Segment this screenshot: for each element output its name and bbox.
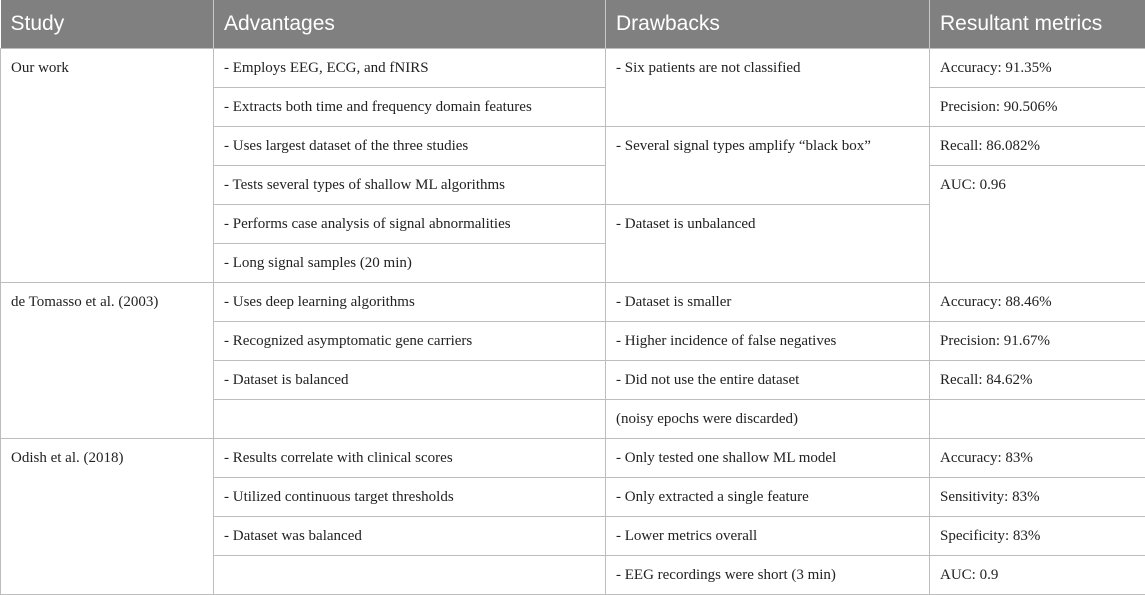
drawback-cell: - Only tested one shallow ML model: [606, 438, 930, 477]
metric-cell: Precision: 90.506%: [930, 87, 1145, 126]
header-row: [1, 0, 1145, 48]
drawback-cell: (noisy epochs were discarded): [606, 399, 930, 438]
advantage-cell: - Dataset is balanced: [214, 360, 606, 399]
advantage-cell: - Extracts both time and frequency domain features: [214, 87, 606, 126]
header-advantages: Advantages: [214, 0, 606, 48]
advantage-cell: - Dataset was balanced: [214, 516, 606, 555]
drawback-cell: - Dataset is unbalanced: [606, 204, 930, 282]
metric-cell: [930, 399, 1145, 438]
header-drawbacks: Drawbacks: [606, 0, 930, 48]
metric-cell: Recall: 84.62%: [930, 360, 1145, 399]
study-cell: Our work: [1, 48, 214, 282]
drawback-cell: - Higher incidence of false negatives: [606, 321, 930, 360]
metric-cell: Accuracy: 88.46%: [930, 282, 1145, 321]
drawback-cell: - Did not use the entire dataset: [606, 360, 930, 399]
header-study: Study: [1, 0, 214, 48]
advantage-cell: [214, 555, 606, 594]
advantage-cell: - Results correlate with clinical scores: [214, 438, 606, 477]
advantage-cell: - Uses deep learning algorithms: [214, 282, 606, 321]
advantage-cell: - Utilized continuous target thresholds: [214, 477, 606, 516]
header-metrics: Resultant metrics: [930, 0, 1145, 48]
study-cell: Odish et al. (2018): [1, 438, 214, 594]
table-row: [1, 282, 1145, 321]
advantage-cell: - Tests several types of shallow ML algorithms: [214, 165, 606, 204]
metric-cell: AUC: 0.96: [930, 165, 1145, 282]
study-cell: de Tomasso et al. (2003): [1, 282, 214, 438]
drawback-cell: - EEG recordings were short (3 min): [606, 555, 930, 594]
metric-cell: Specificity: 83%: [930, 516, 1145, 555]
drawback-cell: - Only extracted a single feature: [606, 477, 930, 516]
table-row: [1, 438, 1145, 477]
advantage-cell: - Recognized asymptomatic gene carriers: [214, 321, 606, 360]
metric-cell: Recall: 86.082%: [930, 126, 1145, 165]
metric-cell: Accuracy: 91.35%: [930, 48, 1145, 87]
drawback-cell: - Six patients are not classified: [606, 48, 930, 126]
metric-cell: Sensitivity: 83%: [930, 477, 1145, 516]
drawback-cell: - Lower metrics overall: [606, 516, 930, 555]
drawback-cell: - Dataset is smaller: [606, 282, 930, 321]
advantage-cell: [214, 399, 606, 438]
metric-cell: AUC: 0.9: [930, 555, 1145, 594]
drawback-cell: - Several signal types amplify “black box”: [606, 126, 930, 204]
advantage-cell: - Long signal samples (20 min): [214, 243, 606, 282]
advantage-cell: - Employs EEG, ECG, and fNIRS: [214, 48, 606, 87]
metric-cell: Precision: 91.67%: [930, 321, 1145, 360]
advantage-cell: - Uses largest dataset of the three studies: [214, 126, 606, 165]
metric-cell: Accuracy: 83%: [930, 438, 1145, 477]
table-row: [1, 48, 1145, 87]
advantage-cell: - Performs case analysis of signal abnormalities: [214, 204, 606, 243]
